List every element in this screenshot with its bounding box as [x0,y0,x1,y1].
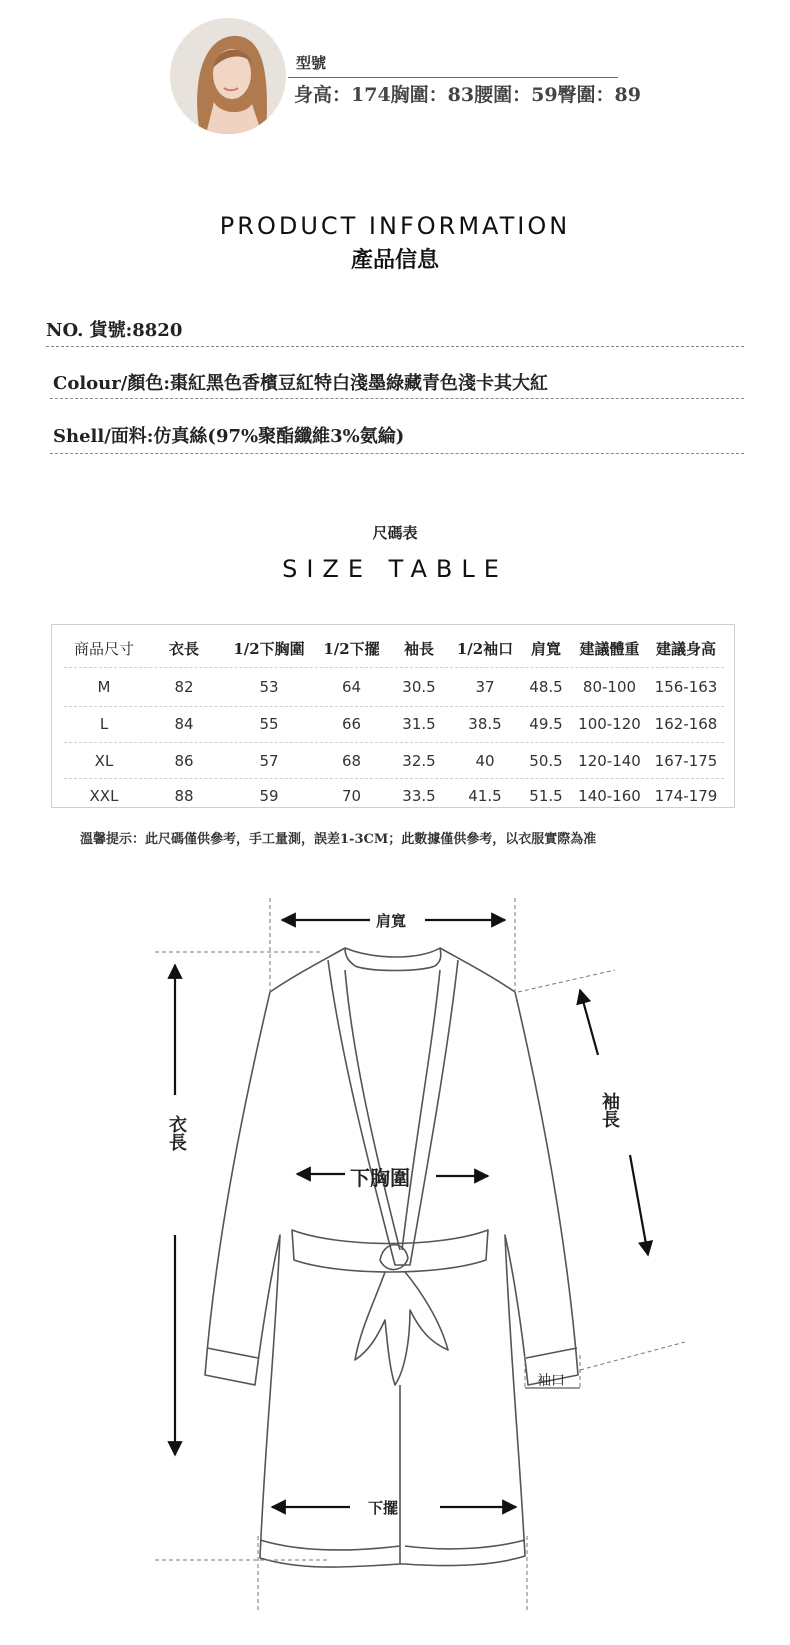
table-cell: 32.5 [402,752,436,770]
table-cell: 70 [341,787,362,805]
row-divider [64,667,724,668]
table-cell: 66 [341,715,362,733]
table-cell: 64 [341,678,362,696]
model-measurements: 身高：174胸圍：83腰圍：59臀圍：89 [294,84,641,106]
table-cell: 50.5 [529,752,563,770]
table-row [64,778,724,814]
table-cell: 57 [259,752,279,770]
divider [50,453,744,454]
table-cell: 86 [174,752,194,770]
size-table-subtitle: 尺碼表 [372,524,418,542]
table-cell: 49.5 [529,715,563,733]
size-cell: XL [94,752,114,770]
table-cell: 140-160 [578,787,641,805]
size-cell: M [97,678,111,696]
size-table-title: SIZE TABLE [282,555,508,583]
table-cell: 51.5 [529,787,563,805]
size-note: 溫馨提示：此尺碼僅供參考，手工量測，誤差1-3CM；此數據僅供參考，以衣服實際為准 [80,832,597,847]
robe-outline [0,880,790,1645]
colour-options: Colour/顏色:棗紅黑色香檳豆紅特白淺墨綠藏青色淺卡其大紅 [53,373,548,394]
measurement-diagram [0,880,790,1645]
table-cell: 33.5 [402,787,436,805]
model-avatar [170,18,286,134]
table-cell: 162-168 [654,715,718,733]
table-cell: 37 [475,678,495,696]
table-cell: 120-140 [578,752,641,770]
table-cell: 55 [259,715,279,733]
table-cell: 88 [174,787,194,805]
label-hem: 下擺 [368,1499,399,1517]
header-cell: 1/2下胸圍 [233,640,305,658]
label-shoulder-width: 肩寬 [376,912,407,930]
table-cell: 100-120 [578,715,641,733]
table-cell: 31.5 [402,715,436,733]
table-cell: 82 [174,678,194,696]
header-cell: 衣長 [168,640,199,658]
table-cell: 68 [341,752,362,770]
size-cell: L [99,715,109,733]
header-cell: 肩寬 [530,640,561,658]
table-cell: 84 [174,715,194,733]
table-cell: 41.5 [468,787,502,805]
header-cell: 1/2下擺 [323,640,380,658]
fabric-info: Shell/面料:仿真絲(97%聚酯纖維3%氨綸) [53,426,405,447]
size-cell: XXL [89,787,119,805]
table-cell: 59 [259,787,279,805]
label-length: 衣長 [166,1115,187,1151]
label-cuff: 袖口 [537,1373,565,1389]
table-cell: 167-175 [654,752,718,770]
product-info-subtitle: 產品信息 [350,248,439,273]
table-header-row [64,631,724,667]
table-cell: 40 [475,752,495,770]
divider [288,77,618,78]
header-cell: 商品尺寸 [73,640,134,658]
item-number: NO. 貨號:8820 [46,320,183,341]
header-cell: 建議體重 [579,640,640,658]
table-cell: 38.5 [468,715,502,733]
table-cell: 30.5 [402,678,436,696]
table-row [64,706,724,742]
table-cell: 48.5 [529,678,563,696]
model-label: 型號 [296,54,327,72]
size-table [51,624,735,808]
header-cell: 袖長 [403,640,434,658]
header-cell: 建議身高 [655,640,716,658]
table-row [64,669,724,705]
label-under-bust: 下胸圍 [350,1166,410,1190]
table-row [64,743,724,779]
divider [46,346,744,347]
product-info-title: PRODUCT INFORMATION [219,212,571,240]
table-cell: 80-100 [582,678,637,696]
divider [50,398,744,399]
header-cell: 1/2袖口 [456,640,514,658]
table-cell: 174-179 [654,787,718,805]
table-cell: 53 [259,678,279,696]
table-cell: 156-163 [654,678,718,696]
label-sleeve-length: 袖長 [599,1092,620,1128]
